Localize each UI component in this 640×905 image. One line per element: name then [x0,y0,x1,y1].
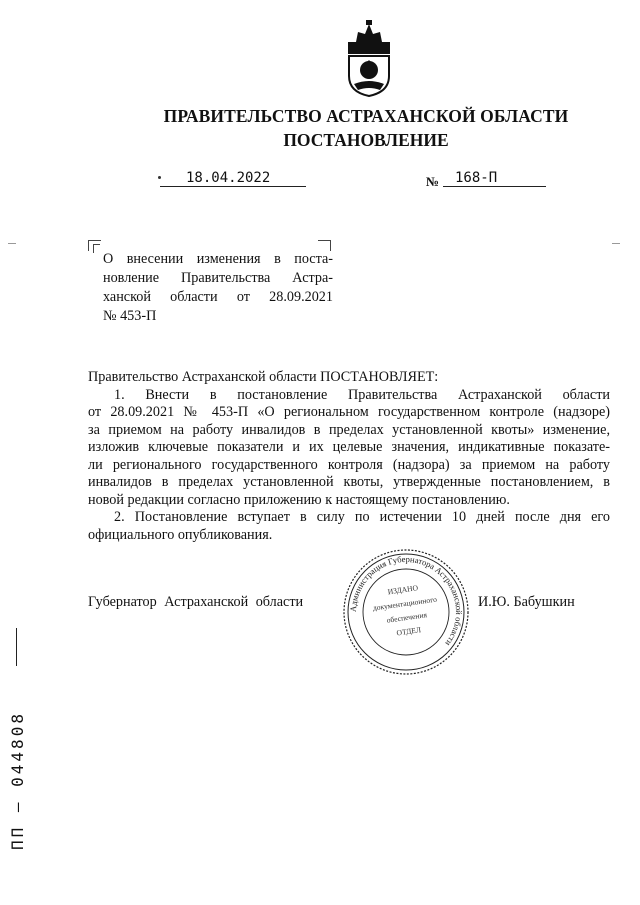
coat-of-arms-emblem [340,20,398,98]
body-line: 1. Внести в постановление Правительства Астраханской области [114,386,610,403]
date-underline [160,186,306,187]
form-serial-number [6,711,28,852]
body-line: от 28.09.2021 № 453-П «О региональном государственном контроле (надзоре) [88,404,610,420]
margin-mark-left [8,243,16,244]
body-line: Правительство Астраханской области ПОСТАНОВЛЯЕТ: [88,369,439,385]
document-number: 168-П [455,170,498,186]
stamp-inner-text: ИЗДАНО [387,583,419,597]
government-header: ПРАВИТЕЛЬСТВО АСТРАХАНСКОЙ ОБЛАСТИ [163,106,569,126]
marker-dot [158,176,161,179]
body-line: новой редакции согласно приложению к настоящему постановлению. [88,491,510,508]
signatory-name: И.Ю. Бабушкин [478,594,575,610]
stamp-inner-text: ОТДЕЛ [395,625,422,638]
document-body [88,369,610,544]
subject-line: О внесении изменения в поста- [103,251,333,267]
subject-line: ханской области от 28.09.2021 [103,289,333,305]
stamp-inner-text: документационного [372,594,438,613]
serial-text: ПП – 044808 [8,711,27,850]
subject-bracket-left-inner [93,244,100,253]
document-type-title: ПОСТАНОВЛЕНИЕ [283,130,449,150]
body-line: инвалидов в пределах установленной квоты, утвержденные постановлением, в [88,474,610,490]
number-underline [443,186,546,187]
body-line: за приемом на работу инвалидов в пределах установленной квоты» изменение, [88,421,610,438]
margin-mark-right [612,243,620,244]
number-sign: № [426,174,440,189]
body-line: изложив ключевые показатели и их целевые значения, индикативные показате- [88,439,610,455]
body-line: 2. Постановление вступает в силу по истечении 10 дней после дня его [114,509,610,525]
stamp-inner-text: обеспечения [386,610,428,625]
stamp-ring-text: Администрация Губернатора Астраханской области [347,553,465,649]
official-stamp [342,548,470,676]
signatory-title: Губернатор Астраханской области [88,594,304,610]
body-line: ли регионального государственного контроля (надзора) за приемом на работу [88,456,610,473]
body-line: официального опубликования. [88,526,273,543]
margin-vertical-line [16,628,17,666]
subject-line: новление Правительства Астра- [103,270,333,286]
subject-line: № 453-П [103,308,157,324]
document-date: 18.04.2022 [186,170,271,186]
document-subject [103,250,333,326]
